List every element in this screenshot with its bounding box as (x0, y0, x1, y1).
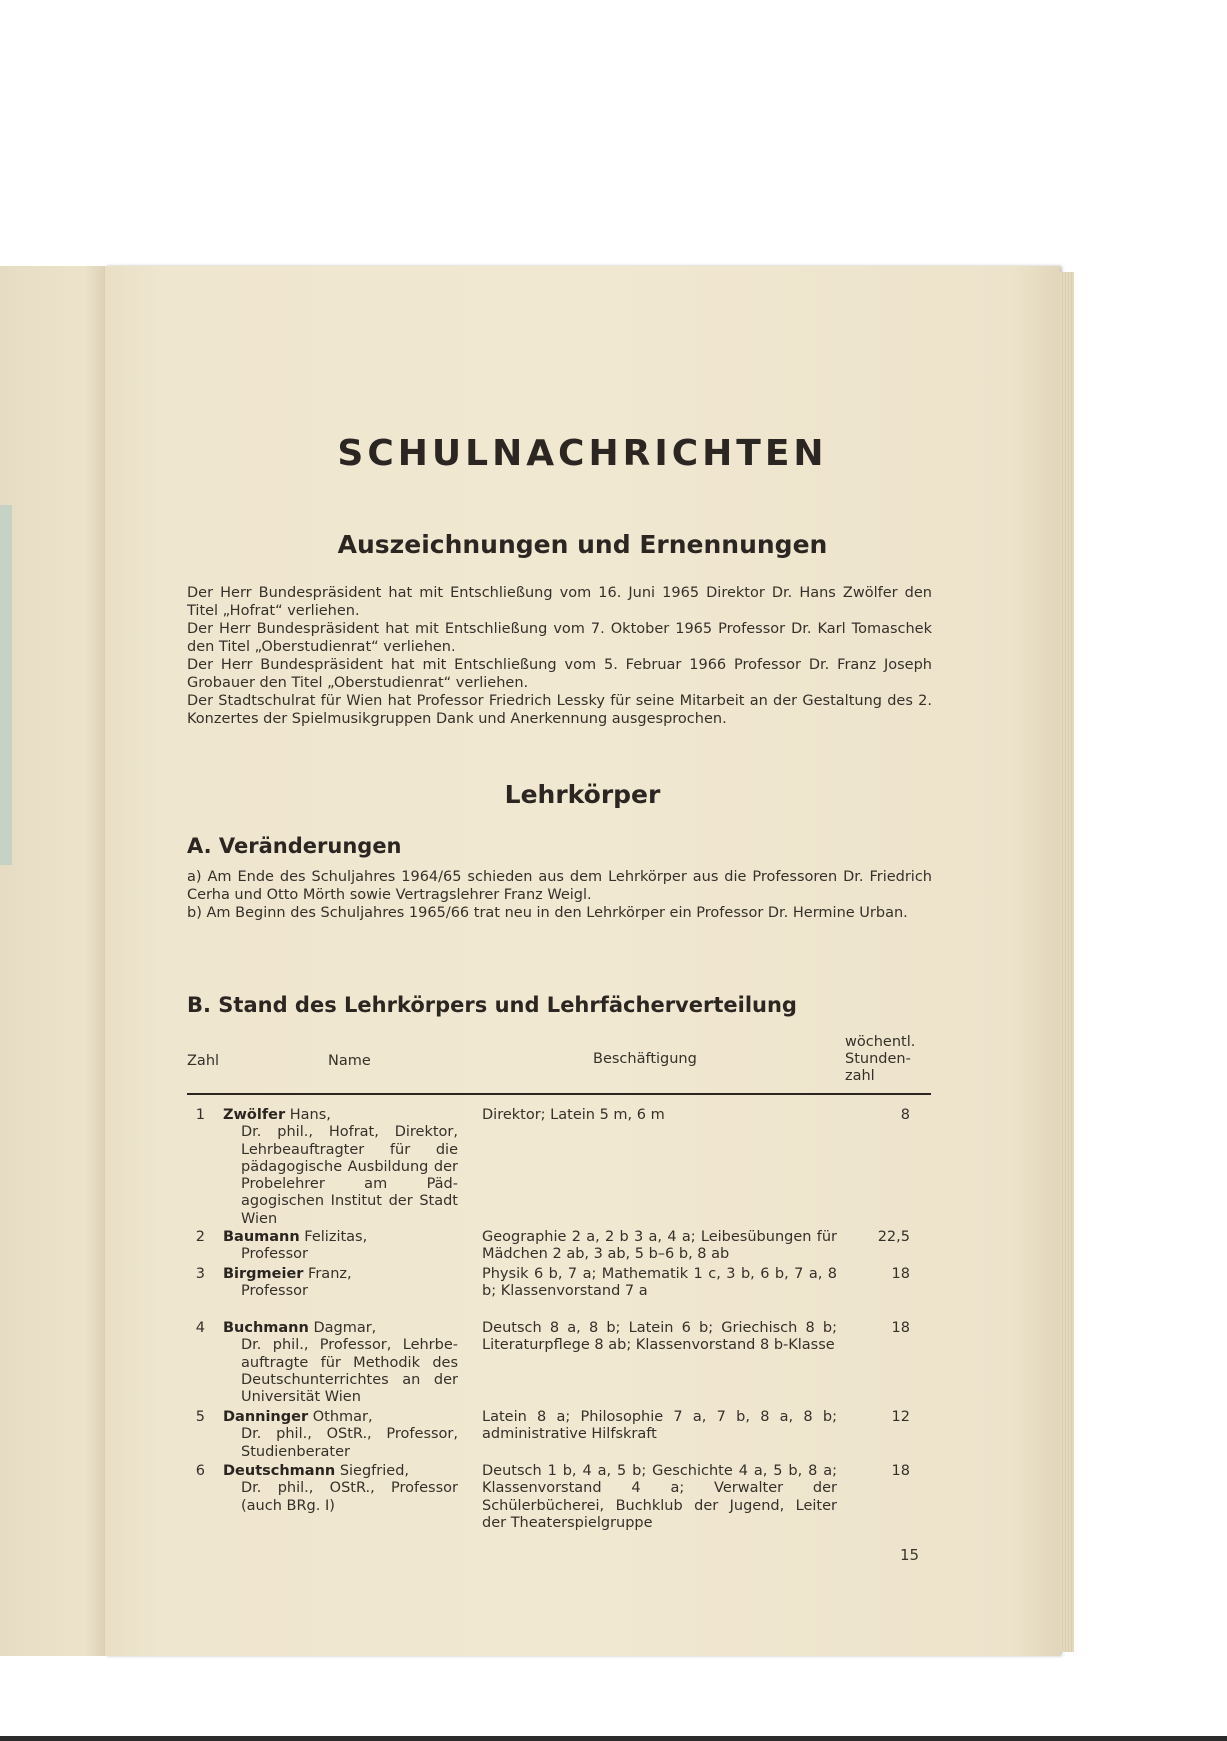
row-3-name (223, 1266, 458, 1301)
row-3-given: Franz, (303, 1266, 352, 1282)
row-4-surname: Buchmann (223, 1320, 309, 1336)
scan-border (0, 1736, 1227, 1741)
row-3-occupation: Physik 6 b, 7 a; Mathematik 1 c, 3 b, 6 b, 7 a, 8 b; Klassenvorstand 7 a (482, 1266, 837, 1300)
row-6-number: 6 (195, 1463, 205, 1479)
row-5-occupation: Latein 8 a; Philosophie 7 a, 7 b, 8 a, 8 b; administrative Hilfskraft (482, 1409, 837, 1443)
row-1-details: Dr. phil., Hofrat, Direktor, Lehrbeauftragter für die pädagogische Ausbildung der Probelehrer am Päd-agogischen Institut der Stadt Wien (241, 1124, 458, 1227)
awards-heading: Auszeichnungen und Ernennungen (337, 530, 828, 559)
page-stack-edge (1060, 272, 1074, 1652)
changes-text (187, 868, 932, 922)
row-4-number: 4 (195, 1320, 205, 1336)
row-1-surname: Zwölfer (223, 1107, 286, 1123)
row-4-hours: 18 (891, 1320, 910, 1336)
row-6-given: Siegfried, (335, 1463, 410, 1479)
page-title: SCHULNACHRICHTEN (337, 433, 828, 474)
row-1-number: 1 (195, 1107, 205, 1123)
award-line-3: Der Herr Bundespräsident hat mit Entschließung vom 5. Februar 1966 Professor Dr. Franz Joseph Grobauer den Titel „Oberstudienrat“ verliehen. (187, 657, 932, 691)
change-line-a: a) Am Ende des Schuljahres 1964/65 schieden aus dem Lehrkörper aus die Professoren Dr. Friedrich Cerha und Otto Mörth sowie Vertragslehrer Franz Weigl. (187, 869, 932, 903)
row-6-surname: Deutschmann (223, 1463, 336, 1479)
row-1-hours: 8 (900, 1107, 910, 1123)
row-3-surname: Birgmeier (223, 1266, 304, 1282)
row-1-name (223, 1107, 458, 1228)
row-6-occupation: Deutsch 1 b, 4 a, 5 b; Geschichte 4 a, 5 b, 8 a; Klassenvorstand 4 a; Verwalter der Schülerbücherei, Buchklub der Jugend, Leiter der Theaterspielgruppe (482, 1463, 837, 1531)
row-1-given: Hans, (285, 1107, 331, 1123)
col-header-occupation: Beschäftigung (593, 1051, 697, 1067)
row-5-surname: Danninger (223, 1409, 309, 1425)
row-2-occupation: Geographie 2 a, 2 b 3 a, 4 a; Leibesübungen für Mädchen 2 ab, 3 ab, 5 b–6 b, 8 ab (482, 1229, 837, 1263)
row-5-details: Dr. phil., OStR., Professor, Studienberater (241, 1426, 458, 1460)
left-page (0, 266, 120, 1656)
row-3-details: Professor (241, 1283, 308, 1300)
row-4-name (223, 1320, 458, 1406)
row-5-hours: 12 (891, 1409, 910, 1425)
award-line-4: Der Stadtschulrat für Wien hat Professor Friedrich Lessky für seine Mitarbeit an der Gestaltung des 2. Konzertes der Spielmusikgruppen Dank und Anerkennung ausgesprochen. (187, 693, 932, 727)
row-6-details: Dr. phil., OStR., Professor (auch BRg. I) (241, 1480, 458, 1514)
row-2-details: Professor (241, 1246, 308, 1263)
change-line-b: b) Am Beginn des Schuljahres 1965/66 trat neu in den Lehrkörper ein Professor Dr. Hermine Urban. (187, 905, 908, 921)
left-page-edge (0, 505, 12, 865)
row-5-number: 5 (195, 1409, 205, 1425)
row-5-name (223, 1409, 458, 1461)
row-3-hours: 18 (891, 1266, 910, 1282)
row-2-number: 2 (195, 1229, 205, 1245)
table-header-rule (187, 1093, 931, 1095)
row-2-name (223, 1229, 458, 1264)
col-header-number: Zahl (187, 1053, 220, 1069)
staff-heading: Lehrkörper (504, 780, 661, 809)
row-4-details: Dr. phil., Professor, Lehrbe-auftragte für Methodik des Deutschunterrichtes an der Universität Wien (241, 1337, 458, 1406)
row-5-given: Othmar, (308, 1409, 373, 1425)
row-2-given: Felizitas, (299, 1229, 368, 1245)
award-line-1: Der Herr Bundespräsident hat mit Entschließung vom 16. Juni 1965 Direktor Dr. Hans Zwölfer den Titel „Hofrat“ verliehen. (187, 585, 932, 619)
row-4-occupation: Deutsch 8 a, 8 b; Latein 6 b; Griechisch 8 b; Literaturpflege 8 ab; Klassenvorstand 8 b-Klasse (482, 1320, 837, 1354)
row-6-name (223, 1463, 458, 1515)
row-2-surname: Baumann (223, 1229, 300, 1245)
col-header-hours: wöchentl. Stunden-zahl (845, 1034, 916, 1084)
row-3-number: 3 (195, 1266, 205, 1282)
awards-text (187, 584, 932, 728)
table-heading: B. Stand des Lehrkörpers und Lehrfächerverteilung (187, 993, 797, 1017)
row-4-given: Dagmar, (308, 1320, 377, 1336)
col-header-name: Name (328, 1053, 371, 1069)
changes-heading: A. Veränderungen (187, 834, 402, 858)
row-2-hours: 22,5 (877, 1229, 910, 1245)
page-number: 15 (900, 1546, 920, 1564)
row-6-hours: 18 (891, 1463, 910, 1479)
row-1-occupation: Direktor; Latein 5 m, 6 m (482, 1107, 665, 1123)
award-line-2: Der Herr Bundespräsident hat mit Entschließung vom 7. Oktober 1965 Professor Dr. Karl Tomaschek den Titel „Oberstudienrat“ verliehen. (187, 621, 932, 655)
